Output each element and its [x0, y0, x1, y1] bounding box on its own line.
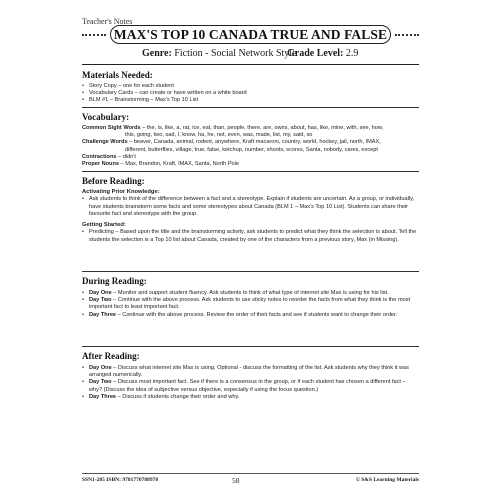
day-text: – Discuss if students change their order and why.	[116, 393, 240, 400]
sight-words-cont: this, going, two, sad, I, know, ha, he, not, even, was, made, list, my, said, so	[125, 132, 313, 139]
during-reading-list	[82, 290, 419, 319]
footer-rule	[82, 473, 419, 474]
day-label: Day Two	[89, 297, 112, 304]
grade-level	[287, 48, 358, 59]
grade-value: 2.9	[345, 48, 359, 59]
materials-heading: Materials Needed:	[82, 70, 153, 80]
list-item: • Story Copy – one for each student	[82, 83, 419, 90]
day-label: Day Three	[89, 311, 117, 318]
list-item: • Ask students to think of the difference between a fact and a stereotype. Explain if students are uncertain. As a group, or individually, have students brainstorm some facts and some stereotypes about Canada (BLM 1 – Max's Top 10 List). Students can share their favourite fact and stereotype with the group.	[82, 196, 419, 218]
teachers-notes-label: Teacher's Notes	[82, 17, 133, 26]
title-dots-left	[82, 34, 106, 36]
genre	[142, 48, 297, 59]
vocabulary-heading: Vocabulary:	[82, 112, 130, 122]
materials-list	[82, 83, 419, 105]
day-text: – Discuss what internet site Max is using. Optional - discuss the formatting of the list. Ask students why they think it was arranged numerically.	[89, 365, 409, 379]
title-dots-right	[395, 34, 419, 36]
page-title: MAX'S TOP 10 CANADA TRUE AND FALSE	[110, 25, 391, 44]
day-text: – Discuss most important fact. See if there is a consensus in the group, or if each student has chosen a different fact – why? (Discuss the idea of subjective versus objective, especially if using the focus question.)	[89, 379, 406, 393]
sight-words-label: Common Sight Words	[82, 125, 141, 131]
divider	[82, 64, 419, 65]
after-reading-list	[82, 365, 419, 401]
list-item: • Predicting – Based upon the title and the brainstorming activity, ask students to predict what they think the selection is about. Tell the students the selection is a Top 10 list about Canada, created by one of the characters from a previous story, Max (in Missing).	[82, 229, 419, 243]
list-item: • BLM #1 – Brainstorming – Max's Top 10 List	[82, 97, 419, 104]
after-reading-heading: After Reading:	[82, 351, 140, 361]
proper-nouns-label: Proper Nouns	[82, 161, 119, 168]
list-item	[82, 394, 419, 401]
grade-label: Grade Level:	[287, 48, 344, 59]
challenge-words	[82, 139, 419, 153]
proper-nouns-text: – Max, Brandon, Kraft, IMAX, Santa, North Pole	[119, 161, 240, 168]
day-text: – Continue with the above process. Review the order of their facts and see if students want to change their order.	[116, 311, 398, 318]
getting-started-heading: Getting Started:	[82, 222, 126, 229]
list-item: • Vocabulary Cards – can create or have written on a white board	[82, 90, 419, 97]
day-label: Day Three	[89, 393, 117, 400]
footer-copyright: © S&S Learning Materials	[355, 477, 419, 483]
challenge-words-cont: different, butterflies, village, true, false, ketchup, number, shoots, scores, Santa, nobody, cares, except	[125, 146, 378, 153]
list-item	[82, 290, 419, 297]
sight-words-text: – the, is, like, a, rat, ice, eat, than, people, there, are, owns, about, has, like, mine, with, see, how,	[140, 125, 384, 131]
challenge-words-text: – beaver, Canada, animal, rodent, anywhere, Kraft macaroni, country, world, hockey, jail, north, IMAX,	[127, 139, 381, 146]
day-label: Day One	[89, 365, 112, 371]
divider	[82, 171, 419, 172]
day-text: – Monitor and support student fluency. Ask students to think of what type of internet site Max is using for his list.	[111, 290, 389, 296]
list-item	[82, 379, 419, 393]
divider	[82, 346, 419, 347]
list-item	[82, 312, 419, 319]
day-text: – Continue with the above process. Ask students to use sticky notes to reorder the facts from what they think is the most important fact to least important fact.	[89, 297, 411, 311]
contractions-text: – didn't	[116, 153, 136, 160]
vocabulary-block	[82, 125, 419, 168]
day-label: Day One	[89, 290, 112, 296]
list-item	[82, 297, 419, 311]
challenge-words-label: Challenge Words	[82, 139, 128, 146]
genre-grade-row	[82, 48, 419, 62]
sight-words	[82, 125, 419, 139]
activating-prior-knowledge-heading: Activating Prior Knowledge:	[82, 189, 160, 195]
during-reading-heading: During Reading:	[82, 276, 147, 286]
genre-value: Fiction - Social Network Style	[174, 48, 297, 59]
title-banner	[82, 25, 419, 45]
proper-nouns	[82, 161, 419, 168]
footer-isbn: SSN1-285 ISBN: 9781770788978	[82, 477, 159, 483]
divider	[82, 271, 419, 272]
before-reading-heading: Before Reading:	[82, 176, 145, 186]
day-label: Day Two	[89, 379, 112, 386]
page-number: 58	[232, 476, 240, 485]
list-item	[82, 365, 419, 379]
contractions-label: Contractions	[82, 153, 117, 160]
genre-label: Genre:	[142, 48, 172, 59]
before-reading-block	[82, 189, 419, 244]
contractions	[82, 154, 419, 161]
divider	[82, 107, 419, 108]
footer	[82, 476, 419, 486]
